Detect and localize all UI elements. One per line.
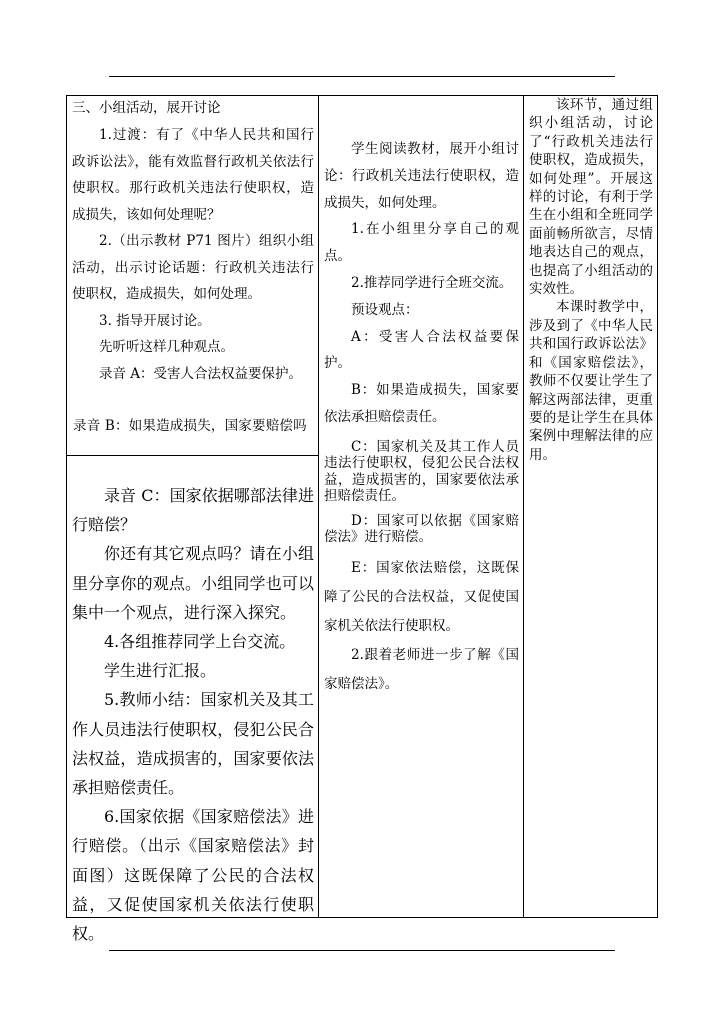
intent-paragraph-2: 本课时教学中，涉及到了《中华人民共和国行政诉讼法》和《国家赔偿法》，教师不仅要让学生了解这两部法律，更重要的是让学生在具体案例中理解法律的应用。 [529, 299, 653, 463]
recording-a-paragraph: 录音 A：受害人合法权益要保护。 [99, 365, 303, 382]
other-views-paragraph: 你还有其它观点吗？请在小组里分享你的观点。小组同学也可以集中一个观点，进行深入探究。 [72, 544, 314, 622]
student-intro-paragraph: 学生阅读教材，展开小组讨论：行政机关违法行使职权，造成损失，如何处理。 [324, 141, 519, 211]
listen-views-paragraph: 先听听这样几种观点。 [99, 339, 234, 355]
guide-discussion-paragraph: 3. 指导开展讨论。 [99, 312, 211, 329]
recording-b-cell: 录音 B：如果造成损失，国家要赔偿吗 [73, 418, 307, 434]
view-b-paragraph: B：如果造成损失，国家要依法承担赔偿责任。 [324, 382, 519, 425]
footer-rule [109, 950, 615, 951]
design-intent-column [524, 96, 657, 917]
group-activity-paragraph: 2.（出示教材 P71 图片）组织小组活动，出示讨论话题：行政机关违法行使职权，造成损失，如何处理。 [72, 233, 314, 302]
teacher-activity-lower [67, 481, 318, 948]
transition-paragraph: 1.过渡：有了《中华人民共和国行政诉讼法》，能有效监督行政机关依法行使职权。那行政机关违法行使职权，造成损失，该如何处理呢？ [72, 127, 314, 223]
student-step2-paragraph: 2.推荐同学进行全班交流。 [351, 274, 513, 291]
header-rule [109, 76, 615, 77]
follow-up-paragraph: 2.跟着老师进一步了解《国家赔偿法》。 [324, 646, 519, 692]
view-a-paragraph: A：受害人合法权益要保护。 [324, 328, 519, 372]
view-c-paragraph: C：国家机关及其工作人员违法行使职权，侵犯公民合法权益，造成损害的，国家要依法承担赔偿责任。 [324, 438, 519, 505]
teacher-summary-paragraph: 5.教师小结：国家机关及其工作人员违法行使职权，侵犯公民合法权益，造成损害的，国家要依法承担赔偿责任。 [72, 690, 314, 798]
preset-label: 预设观点： [351, 301, 419, 318]
compensation-law-paragraph: 6.国家依据《国家赔偿法》进行赔偿。（出示《国家赔偿法》封面图）这既保障了公民的合法权益，又促使国家机关依法行使职权。 [72, 807, 314, 944]
row-divider [67, 455, 318, 456]
student-activity-column [319, 96, 523, 917]
recording-c-paragraph: 录音 C：国家依据哪部法律进行赔偿？ [72, 486, 314, 535]
view-d-paragraph: D：国家可以依据《国家赔偿法》进行赔偿。 [324, 512, 519, 546]
intent-paragraph-1: 该环节，通过组织小组活动，讨论了“行政机关违法行使职权，造成损失，如何处理”。开展这样的讨论，有利于学生在小组和全班同学面前畅所欲言，尽情地表达自己的观点，也提高了小组活动的实效性。 [529, 97, 653, 298]
student-report-paragraph: 学生进行汇报。 [104, 661, 217, 681]
view-e-paragraph: E：国家依法赔偿，这既保障了公民的合法权益，又促使国家机关依法行使职权。 [324, 559, 519, 634]
section-heading: 三、小组活动，展开讨论 [72, 100, 221, 116]
lesson-table [66, 95, 658, 944]
student-step1-paragraph: 1.在小组里分享自己的观点。 [324, 221, 519, 265]
group-report-paragraph: 4.各组推荐同学上台交流。 [104, 632, 296, 652]
